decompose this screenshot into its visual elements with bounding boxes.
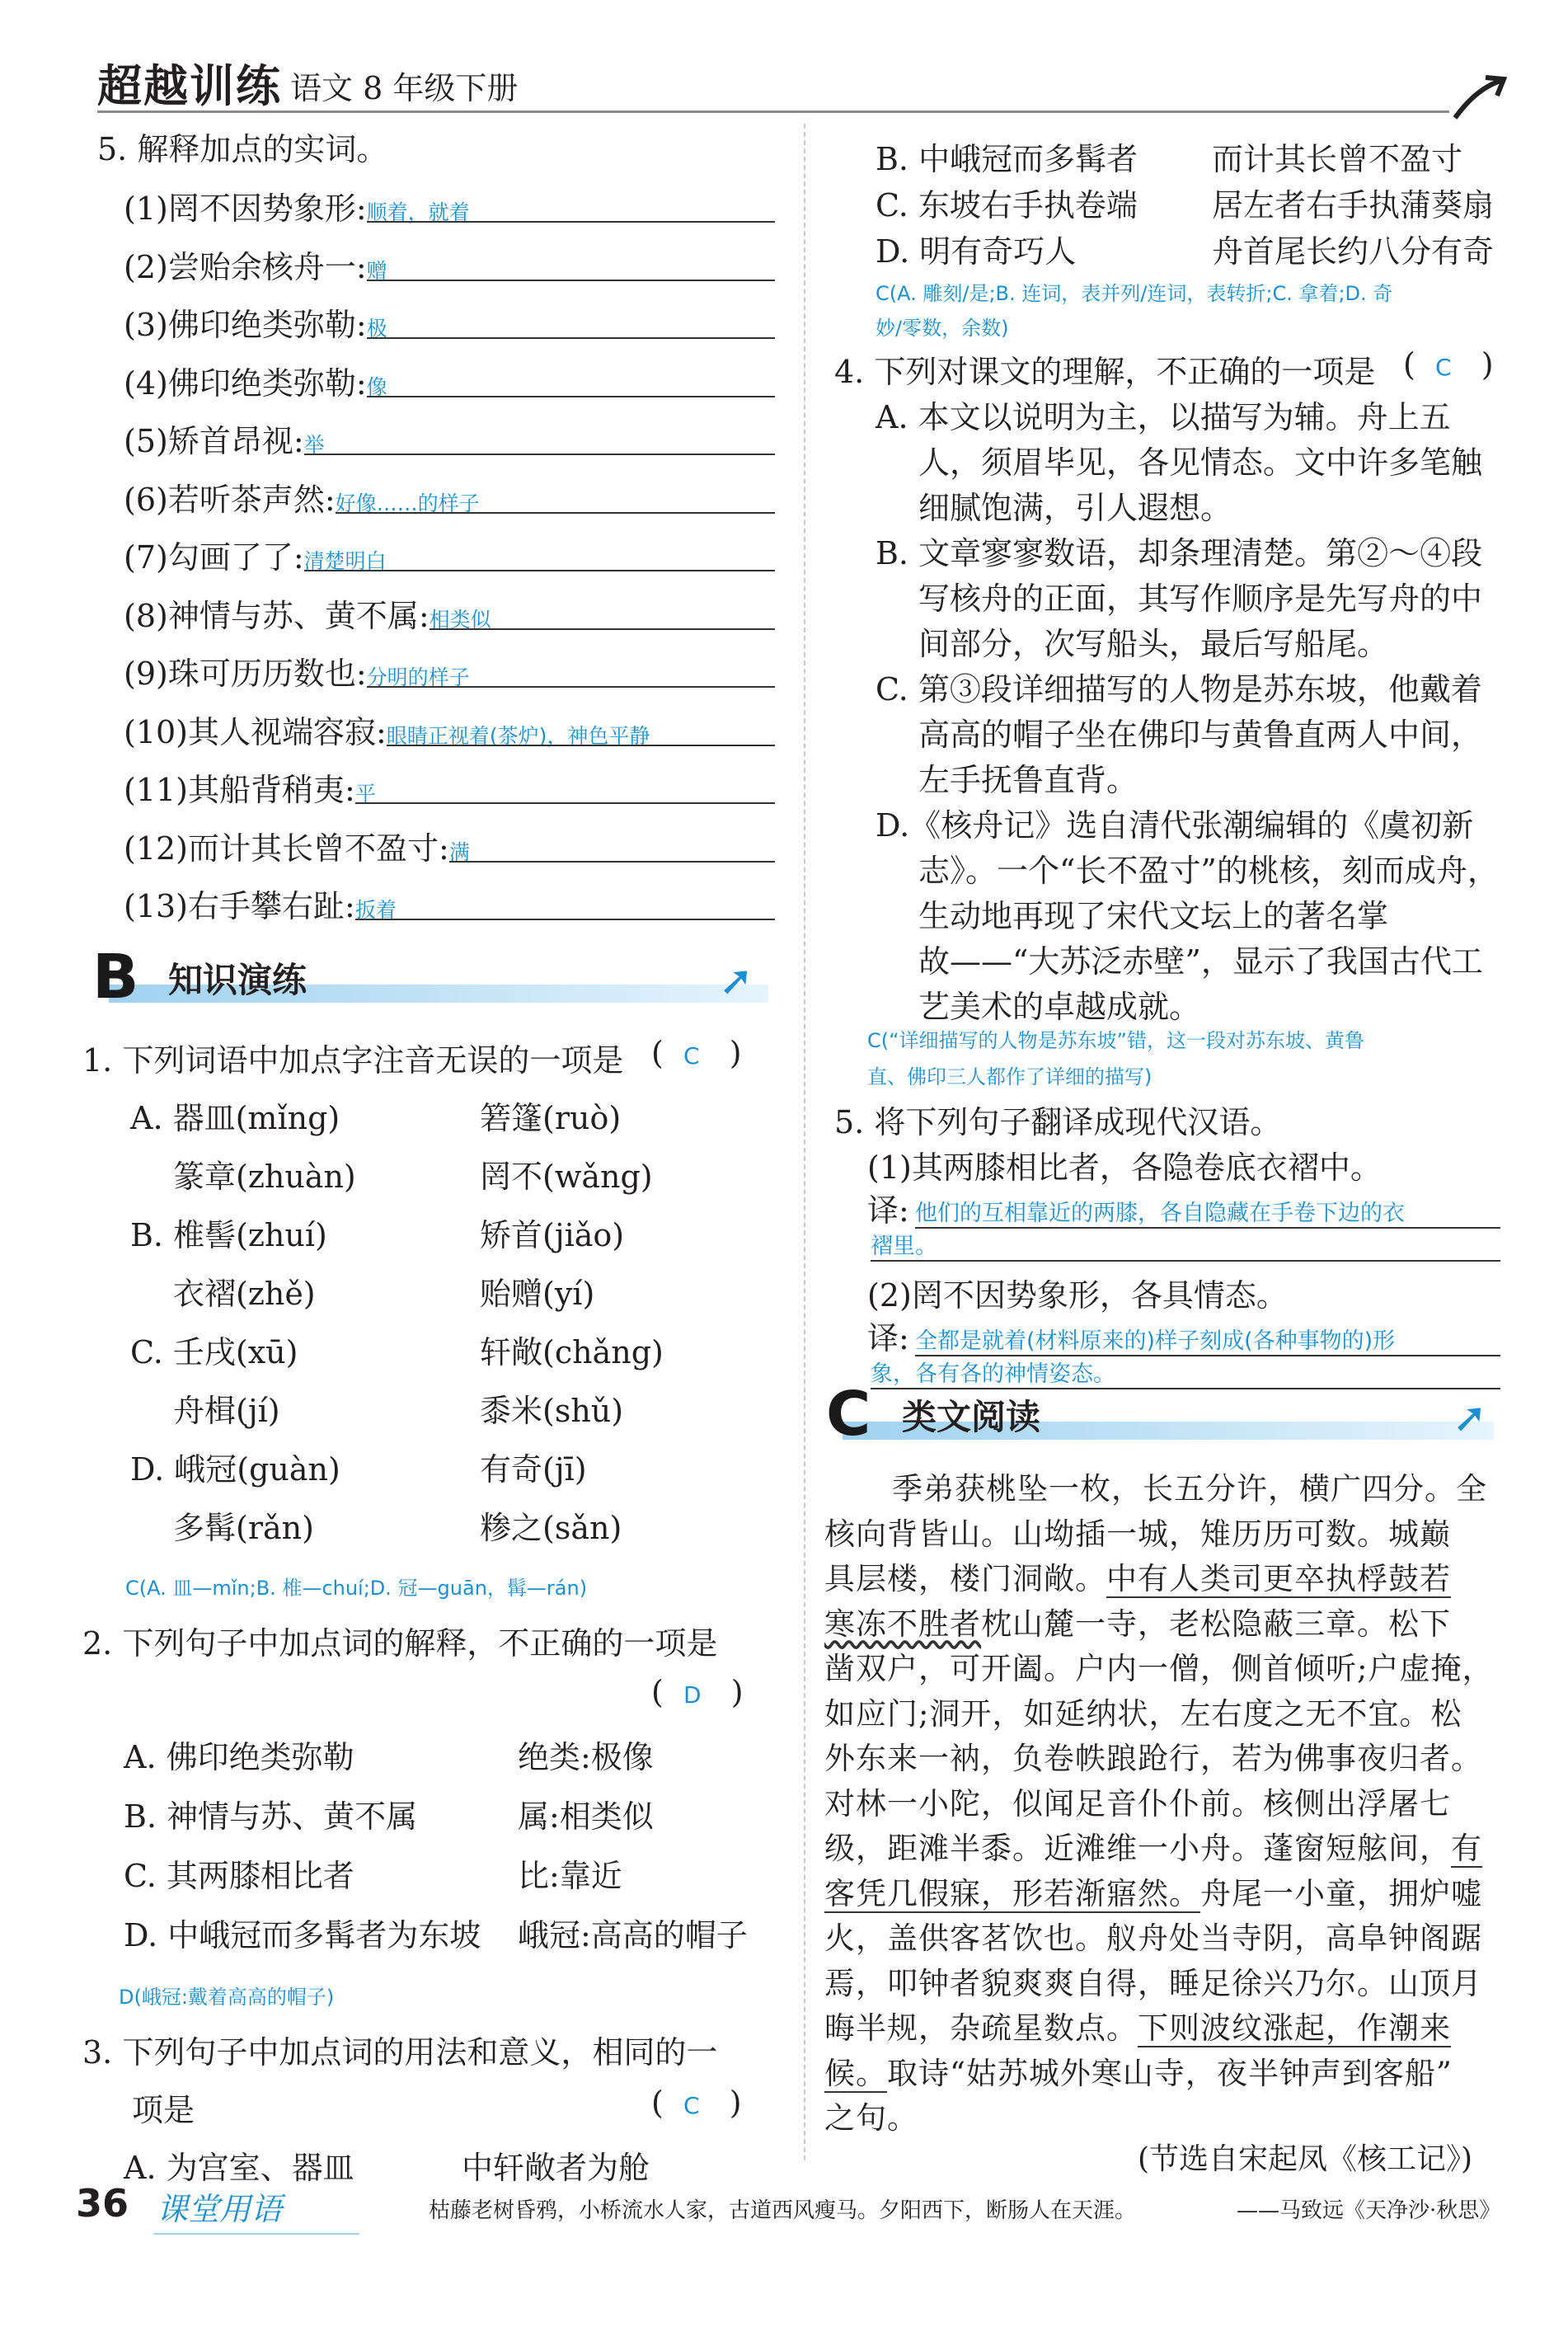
b4-note-line2: 直、佛印三人都作了详细的描写) bbox=[867, 1065, 1153, 1088]
b1-option-right: 罔不(wǎng) bbox=[480, 1159, 653, 1195]
passage-line: 火，盖供客茗饮也。舣舟处当寺阴，高阜钟阁踞 bbox=[824, 1920, 1482, 1956]
b3-stem-line2: 项是 bbox=[132, 2092, 195, 2128]
vocab-item bbox=[124, 358, 775, 401]
b3-option-right: 舟首尾长约八分有奇 bbox=[1212, 233, 1495, 270]
passage-underline: 下则波纹涨起，作潮来 bbox=[1138, 2010, 1451, 2046]
b3-answer: C bbox=[683, 2092, 700, 2119]
vocab-question: (3)佛印绝类弥勒: bbox=[124, 307, 367, 343]
b5-sentence: (1)其两膝相比者，各隐卷底衣褶中。 bbox=[867, 1149, 1382, 1186]
b1-option-left: A. 器皿(mǐng) bbox=[130, 1100, 340, 1136]
vocab-answer: 扳着 bbox=[354, 898, 397, 922]
footer-label: 课堂用语 bbox=[157, 2191, 283, 2227]
b4-option-line: 细腻饱满，引人遐想。 bbox=[918, 490, 1232, 526]
b4-option-line: B. 文章寥寥数语，却条理清楚。第②～④段 bbox=[876, 535, 1483, 571]
answer-line bbox=[430, 628, 775, 630]
vocab-question: (11)其船背稍夷: bbox=[124, 772, 355, 808]
b2-option-right: 绝类:极像 bbox=[518, 1739, 654, 1775]
passage-line: 对林一小陀，似闻足音仆仆前。核侧出浮屠七 bbox=[824, 1785, 1451, 1822]
vocab-question: (6)若听茶声然: bbox=[124, 481, 336, 518]
answer-line bbox=[355, 802, 775, 804]
answer-line bbox=[367, 337, 775, 339]
vocab-answer: 好像……的样子 bbox=[335, 491, 480, 515]
b1-option-right: 黍米(shǔ) bbox=[480, 1393, 624, 1429]
passage-line: 凿双户，可开阖。户内一僧，侧首倾听;户虚掩， bbox=[824, 1651, 1494, 1686]
passage-line: 晦半规，杂疏星数点。下则波纹涨起，作潮来 bbox=[824, 2010, 1451, 2046]
b3-option-right: 而计其长曾不盈寸 bbox=[1212, 141, 1463, 177]
b1-note: C(A. 皿—mǐn;B. 椎—chuí;D. 冠—guān，髯—rán) bbox=[125, 1577, 588, 1600]
vocab-question: (8)神情与苏、黄不属: bbox=[124, 597, 430, 634]
section-c-arrow-icon: ➚ bbox=[1453, 1394, 1487, 1441]
vocab-answer: 顺着，就着 bbox=[366, 200, 470, 224]
b3-stem-line1: 3. 下列句子中加点词的用法和意义，相同的一 bbox=[82, 2034, 718, 2071]
vocab-question: (9)珠可历历数也: bbox=[124, 656, 367, 692]
page-number: 36 bbox=[76, 2181, 129, 2226]
b5-translation-line1: 全都是就着(材料原来的)样子刻成(各种事物的)形 bbox=[915, 1323, 1500, 1356]
answer-line bbox=[367, 221, 775, 223]
header-title: 超越训练 bbox=[97, 60, 282, 112]
b1-option-left: C. 壬戌(xū) bbox=[130, 1334, 298, 1370]
b2-option-left: A. 佛印绝类弥勒 bbox=[124, 1739, 354, 1775]
b1-option-right: 箬篷(ruò) bbox=[480, 1100, 622, 1136]
b4-option-line: 艺美术的卓越成就。 bbox=[918, 989, 1201, 1025]
vocab-item bbox=[124, 474, 775, 517]
b1-option-left: 篆章(zhuàn) bbox=[173, 1159, 356, 1195]
answer-line bbox=[367, 686, 775, 688]
answer-line bbox=[367, 396, 775, 397]
vocab-item bbox=[124, 881, 775, 924]
b2-option-right: 属:相类似 bbox=[518, 1798, 654, 1835]
vocab-question: (5)矫首昂视: bbox=[124, 423, 304, 459]
passage-line: 具层楼，楼门洞敞。中有人类司更卒执桴鼓若 bbox=[824, 1561, 1451, 1596]
b2-option-left: D. 中峨冠而多髯者为东坡 bbox=[124, 1917, 481, 1953]
b2-option-right: 比:靠近 bbox=[518, 1858, 622, 1894]
vocab-answer: 分明的样子 bbox=[366, 665, 470, 689]
q5-title: 5. 解释加点的实词。 bbox=[97, 131, 388, 167]
b1-option-left: 衣褶(zhě) bbox=[173, 1276, 316, 1312]
b3-note-line1: C(A. 雕刻/是;B. 连词，表并列/连词，表转折;C. 拿着;D. 奇 bbox=[876, 282, 1393, 305]
b2-option-left: C. 其两膝相比者 bbox=[124, 1858, 354, 1894]
b3-note-line2: 妙/零数，余数) bbox=[876, 317, 1009, 340]
b4-option-line: 左手抚鲁直背。 bbox=[918, 762, 1138, 798]
b1-answer-paren: ( C ) bbox=[651, 1035, 742, 1071]
vocab-question: (7)勾画了了: bbox=[124, 539, 304, 576]
b1-option-left: D. 峨冠(guàn) bbox=[130, 1451, 340, 1488]
b4-option-line: 故——“大苏泛赤壁”，显示了我国古代工 bbox=[918, 943, 1483, 980]
b1-option-left: 多髯(rǎn) bbox=[173, 1510, 314, 1546]
header-subtitle: 语文 8 年级下册 bbox=[290, 70, 519, 106]
passage-line: 寒冻不胜者枕山麓一寺，老松隐蔽三章。松下 bbox=[824, 1605, 1451, 1642]
passage-underline: 中有人类司更卒执桴鼓若 bbox=[1106, 1561, 1451, 1596]
b3-option-a-left: A. 为宫室、器皿 bbox=[124, 2150, 354, 2186]
vocab-item bbox=[124, 707, 775, 750]
b4-option-line: 写核舟的正面，其写作顺序是先写舟的中 bbox=[918, 581, 1483, 617]
vocab-answer: 赠 bbox=[366, 258, 387, 283]
b5-translation-label: 译: bbox=[867, 1192, 909, 1229]
passage-line: 之句。 bbox=[824, 2100, 918, 2136]
passage-underline: 候。 bbox=[824, 2055, 887, 2091]
section-c-letter: C bbox=[826, 1379, 871, 1450]
b2-answer-paren: ( D ) bbox=[651, 1674, 744, 1710]
section-b-title: 知识演练 bbox=[168, 960, 307, 1000]
b4-option-line: 间部分，次写船头，最后写船尾。 bbox=[918, 626, 1389, 662]
b4-answer-paren: ( C ) bbox=[1403, 346, 1494, 383]
vocab-item bbox=[124, 532, 775, 575]
passage-underline: 有 bbox=[1451, 1831, 1482, 1866]
answer-line bbox=[387, 745, 775, 746]
b2-answer: D bbox=[683, 1681, 702, 1709]
vocab-answer: 像 bbox=[366, 374, 387, 399]
b4-option-line: 志》。一个“长不盈寸”的桃核，刻而成舟， bbox=[918, 853, 1499, 889]
vocab-item bbox=[124, 823, 775, 866]
b4-answer: C bbox=[1434, 354, 1452, 381]
b1-option-right: 有奇(jī) bbox=[480, 1451, 587, 1488]
passage-line: 候。取诗“姑苏城外寒山寺，夜半钟声到客船” bbox=[824, 2055, 1453, 2091]
footer-label-underline bbox=[153, 2233, 359, 2235]
b1-option-right: 糁之(sǎn) bbox=[480, 1510, 622, 1546]
b1-answer: C bbox=[683, 1042, 700, 1069]
passage-line: 焉，叩钟者貌爽爽自得，睡足徐兴乃尔。山顶月 bbox=[824, 1965, 1482, 2001]
answer-line bbox=[355, 919, 775, 920]
b5-translation-line2: 象，各有各的神情姿态。 bbox=[871, 1356, 1500, 1389]
b4-option-line: C. 第③段详细描写的人物是苏东坡，他戴着 bbox=[876, 671, 1482, 708]
passage-line: 客凭几假寐，形若渐寤然。舟尾一小童，拥炉嘘 bbox=[824, 1875, 1482, 1911]
header-arrow-icon bbox=[1451, 73, 1509, 122]
passage-source: (节选自宋起凤《核工记》) bbox=[1138, 2142, 1473, 2176]
vocab-answer: 平 bbox=[354, 782, 376, 806]
vocab-answer: 满 bbox=[448, 839, 470, 864]
section-b-arrow-icon: ➚ bbox=[719, 957, 753, 1004]
b1-option-right: 轩敞(chǎng) bbox=[480, 1334, 664, 1370]
b5-translation-line2: 褶里。 bbox=[871, 1228, 1500, 1262]
vocab-question: (1)罔不因势象形: bbox=[124, 190, 367, 227]
b1-option-left: B. 椎髻(zhuí) bbox=[130, 1217, 327, 1253]
vocab-item bbox=[124, 242, 775, 284]
passage-line: 级，距滩半黍。近滩维一小舟。蓬窗短舷间，有 bbox=[824, 1831, 1482, 1866]
b3-option-left: B. 中峨冠而多髯者 bbox=[876, 141, 1138, 177]
b4-note-line1: C(“详细描写的人物是苏东坡”错，这一段对苏东坡、黄鲁 bbox=[867, 1029, 1364, 1052]
b4-option-line: A. 本文以说明为主，以描写为辅。舟上五 bbox=[876, 399, 1451, 435]
b3-option-right: 居左者右手执蒲葵扇 bbox=[1212, 187, 1495, 223]
b1-stem: 1. 下列词语中加点字注音无误的一项是 bbox=[82, 1042, 624, 1079]
footer-quote-source: ——马致远《天净沙·秋思》 bbox=[1237, 2198, 1501, 2223]
vocab-question: (12)而计其长曾不盈寸: bbox=[124, 830, 449, 867]
vocab-item bbox=[124, 183, 775, 226]
answer-line bbox=[336, 512, 775, 514]
answer-line bbox=[304, 454, 775, 455]
b2-note: D(峨冠:戴着高高的帽子) bbox=[119, 1986, 335, 2009]
b5-translation-line1: 他们的互相靠近的两膝，各自隐藏在手卷下边的衣 bbox=[915, 1195, 1500, 1229]
passage-line: 外东来一衲，负卷帙踉跄行，若为佛事夜归者。 bbox=[824, 1741, 1482, 1776]
b5-translation-label: 译: bbox=[867, 1320, 909, 1356]
section-b-letter: B bbox=[92, 942, 139, 1013]
b1-option-right: 矫首(jiǎo) bbox=[480, 1217, 625, 1253]
answer-line bbox=[449, 861, 775, 863]
b3-answer-paren: ( C ) bbox=[651, 2085, 742, 2121]
header-divider bbox=[97, 110, 1449, 113]
vocab-answer: 相类似 bbox=[429, 607, 491, 632]
section-c-title: 类文阅读 bbox=[902, 1397, 1041, 1437]
b2-option-right: 峨冠:高高的帽子 bbox=[518, 1917, 748, 1953]
vocab-answer: 极 bbox=[366, 317, 387, 341]
passage-line: 如应门;洞开，如延纳状，左右度之无不宜。松 bbox=[824, 1695, 1462, 1732]
vocab-question: (10)其人视端容寂: bbox=[124, 713, 387, 750]
vocab-question: (2)尝贻余核舟一: bbox=[124, 248, 367, 285]
vocab-item bbox=[124, 299, 775, 342]
vocab-item bbox=[124, 590, 775, 633]
b2-stem: 2. 下列句子中加点词的解释，不正确的一项是 bbox=[82, 1625, 718, 1662]
passage-line: 季弟获桃坠一枚，长五分许，横广四分。全 bbox=[892, 1471, 1487, 1507]
b1-option-left: 舟楫(jí) bbox=[173, 1393, 280, 1429]
vocab-answer: 清楚明白 bbox=[303, 549, 387, 573]
b5-sentence: (2)罔不因势象形，各具情态。 bbox=[867, 1277, 1288, 1314]
section-c-header bbox=[826, 1379, 1502, 1450]
b3-option-left: C. 东坡右手执卷端 bbox=[876, 187, 1138, 223]
vocab-question: (4)佛印绝类弥勒: bbox=[124, 364, 367, 402]
vocab-item bbox=[124, 764, 775, 807]
b4-option-line: 高高的帽子坐在佛印与黄鲁直两人中间， bbox=[918, 717, 1483, 753]
passage-underline: 客凭几假寐，形若渐寤然。 bbox=[824, 1875, 1200, 1911]
section-b-header bbox=[92, 942, 768, 1013]
b4-option-line: 生动地再现了宋代文坛上的著名掌 bbox=[918, 898, 1389, 934]
b4-option-line: 人，须眉毕见，各见情态。文中许多笔触 bbox=[918, 444, 1483, 481]
b4-stem: 4. 下列对课文的理解，不正确的一项是 bbox=[834, 354, 1376, 390]
column-divider bbox=[804, 124, 805, 2160]
answer-line bbox=[304, 570, 775, 571]
footer-quote: 枯藤老树昏鸦，小桥流水人家，古道西风瘦马。夕阳西下，断肠人在天涯。 bbox=[429, 2198, 1137, 2223]
vocab-question: (13)右手攀右趾: bbox=[124, 888, 355, 924]
vocab-answer: 举 bbox=[303, 433, 325, 457]
b2-option-left: B. 神情与苏、黄不属 bbox=[124, 1798, 418, 1835]
answer-line bbox=[367, 280, 775, 281]
passage-line: 核向背皆山。山坳插一城，雉历历可数。城巅 bbox=[824, 1516, 1451, 1552]
b3-option-a-right: 中轩敞者为舱 bbox=[462, 2150, 650, 2186]
b5-stem: 5. 将下列句子翻译成现代汉语。 bbox=[834, 1104, 1282, 1140]
b4-option-line: D.《核舟记》选自清代张潮编辑的《虞初新 bbox=[876, 807, 1474, 844]
vocab-item bbox=[124, 416, 775, 458]
passage-underline: 寒冻不胜者 bbox=[824, 1605, 981, 1642]
vocab-item bbox=[124, 648, 775, 691]
b3-option-left: D. 明有奇巧人 bbox=[876, 233, 1077, 270]
b1-option-right: 贻赠(yí) bbox=[480, 1276, 595, 1312]
vocab-answer: 眼睛正视着(茶炉)，神色平静 bbox=[386, 723, 650, 748]
